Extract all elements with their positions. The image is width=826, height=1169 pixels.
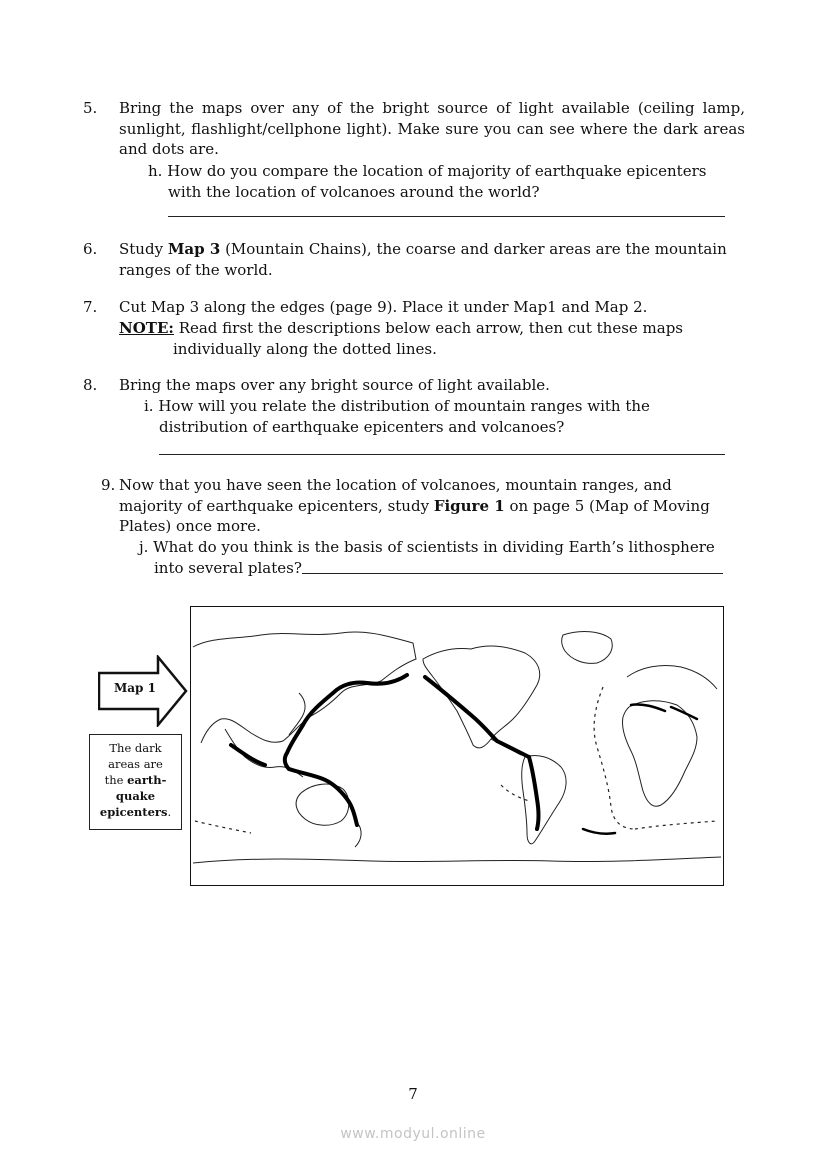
question-j-line1: j. What do you think is the basis of scientists in dividing Earth’s lithosphere (139, 538, 715, 556)
item-6-pre: Study (119, 240, 168, 258)
question-h-line1: h. How do you compare the location of majority of earthquake epicenters (148, 162, 707, 180)
epicenter-belts (231, 675, 539, 829)
item-8-text: Bring the maps over any bright source of light available. (119, 376, 550, 394)
watermark: www.modyul.online (340, 1126, 486, 1142)
map1-caption (89, 734, 182, 830)
item-9-line2-pre: majority of earthquake epicenters, study (119, 497, 434, 515)
item-6-number: 6. (83, 240, 98, 258)
answer-line-j (302, 573, 723, 574)
item-6-map3: Map 3 (167, 240, 221, 258)
earthquake-map (190, 606, 724, 886)
caption-line3 (90, 772, 181, 788)
map1-label: Map 1 (114, 681, 156, 695)
caption-line4: quake (115, 789, 156, 803)
item-9-figure1: Figure 1 (433, 497, 505, 515)
question-j-line2: into several plates? (154, 559, 302, 577)
item-9-line1 (101, 475, 672, 496)
caption-line5-post: . (167, 805, 172, 819)
note-label: NOTE: (119, 319, 174, 337)
epicenter-belts-minor (583, 704, 697, 833)
page-number: 7 (408, 1085, 418, 1103)
note-line1: Read first the descriptions below each arrow, then cut these maps (173, 319, 684, 337)
item-6-post: (Mountain Chains), the coarse and darker areas are the mountain ranges of the world. (119, 240, 727, 279)
answer-line-i (159, 454, 725, 455)
note-line2: individually along the dotted lines. (173, 340, 437, 358)
caption-line1: The dark (109, 741, 162, 755)
item-8-number: 8. (83, 376, 98, 394)
item-9-line3: Plates) once more. (119, 517, 261, 535)
question-i-line2: distribution of earthquake epicenters and volcanoes? (159, 418, 565, 436)
item-5 (83, 98, 745, 160)
item-5-text: Bring the maps over any of the bright source of light available (ceiling lamp, sunlight, flashlight/cellphone light). Make sure you can see where the dark areas and dots are. (119, 99, 745, 159)
answer-line-h (168, 216, 725, 217)
item-9-line1-text: Now that you have seen the location of volcanoes, mountain ranges, and (119, 476, 672, 494)
caption-line5 (90, 804, 181, 820)
world-map-illustration (191, 607, 723, 885)
item-7 (83, 297, 745, 318)
caption-line3-bold: earth- (127, 773, 167, 787)
item-9-line2 (119, 496, 710, 517)
item-5-number: 5. (83, 99, 98, 117)
item-9-line2-post: on page 5 (Map of Moving (504, 497, 710, 515)
caption-line2: areas are (108, 757, 163, 771)
question-i-line1: i. How will you relate the distribution of mountain ranges with the (144, 397, 650, 415)
continent-outlines (193, 632, 721, 863)
item-7-text: Cut Map 3 along the edges (page 9). Place it under Map1 and Map 2. (119, 298, 648, 316)
question-h-line2: with the location of volcanoes around the world? (168, 183, 540, 201)
item-9-number: 9. (101, 476, 116, 494)
caption-line3-pre: the (104, 773, 128, 787)
caption-line5-bold: epicenters (99, 805, 168, 819)
item-7-note (119, 318, 683, 339)
item-8 (83, 375, 745, 396)
item-6 (83, 239, 745, 280)
item-7-number: 7. (83, 298, 98, 316)
